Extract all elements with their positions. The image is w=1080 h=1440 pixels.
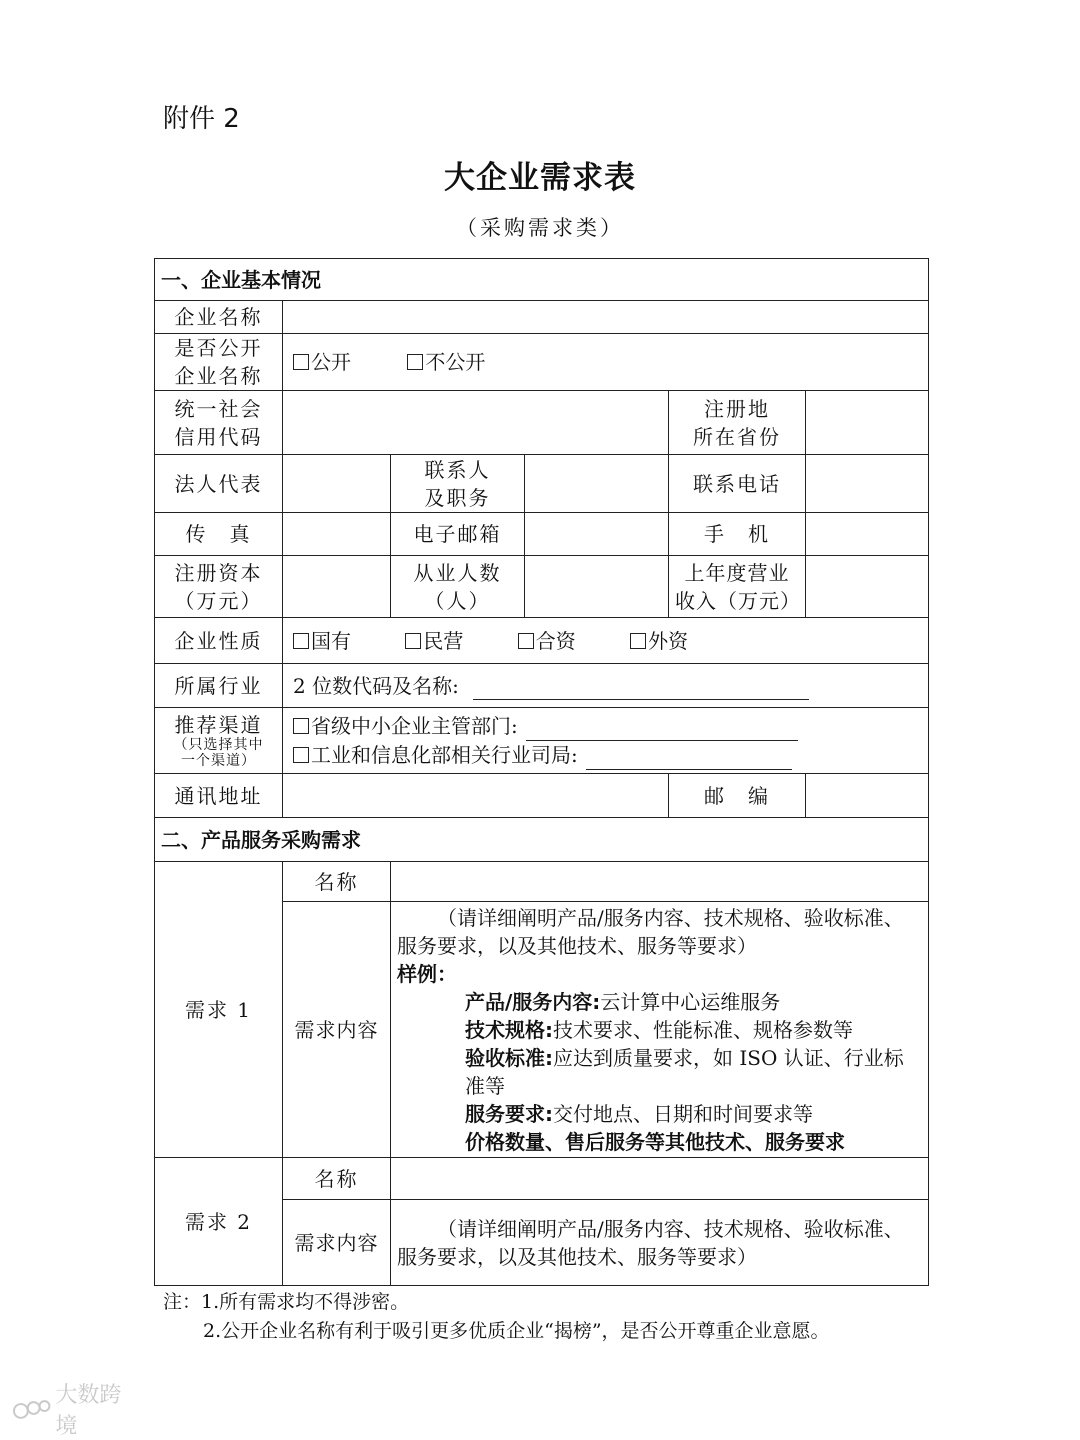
checkbox-icon[interactable] bbox=[630, 633, 646, 649]
nature-options bbox=[283, 618, 929, 664]
mobile-field[interactable] bbox=[806, 513, 929, 556]
channel-options bbox=[283, 708, 929, 774]
fax-label: 传 真 bbox=[155, 513, 283, 556]
checkbox-icon[interactable] bbox=[293, 354, 309, 370]
req2-name-field[interactable] bbox=[391, 1158, 929, 1200]
mobile-label: 手 机 bbox=[669, 513, 806, 556]
phone-label: 联系电话 bbox=[669, 455, 806, 513]
channel-option-province[interactable]: 省级中小企业主管部门: bbox=[293, 712, 922, 741]
revenue-field[interactable] bbox=[806, 556, 929, 618]
contact-label: 联系人 及职务 bbox=[391, 455, 525, 513]
publish-option-public[interactable]: 公开 bbox=[293, 348, 351, 376]
contact-field[interactable] bbox=[525, 455, 669, 513]
postcode-field[interactable] bbox=[806, 774, 929, 818]
req1-content bbox=[391, 902, 929, 1158]
sample-item: 产品/服务内容:云计算中心运维服务 bbox=[465, 989, 781, 1014]
revenue-label: 上年度营业 收入（万元） bbox=[669, 556, 806, 618]
req1-instruction: （请详细阐明产品/服务内容、技术规格、验收标准、服务要求，以及其他技术、服务等要求） bbox=[397, 905, 904, 958]
reg-province-field[interactable] bbox=[806, 391, 929, 455]
publish-option-private[interactable]: 不公开 bbox=[407, 348, 485, 376]
address-label: 通讯地址 bbox=[155, 774, 283, 818]
notes bbox=[163, 1288, 830, 1346]
checkbox-icon[interactable] bbox=[407, 354, 423, 370]
credit-code-field[interactable] bbox=[283, 391, 669, 455]
req1-label: 需求 1 bbox=[155, 862, 283, 1158]
publish-options bbox=[283, 334, 929, 391]
capital-label: 注册资本 （万元） bbox=[155, 556, 283, 618]
employees-field[interactable] bbox=[525, 556, 669, 618]
nature-option-state[interactable]: 国有 bbox=[293, 627, 351, 655]
req2-instruction: （请详细阐明产品/服务内容、技术规格、验收标准、服务要求，以及其他技术、服务等要求） bbox=[397, 1216, 904, 1269]
checkbox-icon[interactable] bbox=[405, 633, 421, 649]
credit-code-label: 统一社会 信用代码 bbox=[155, 391, 283, 455]
capital-field[interactable] bbox=[283, 556, 391, 618]
page-subtitle: （采购需求类） bbox=[456, 216, 624, 240]
req2-content bbox=[391, 1200, 929, 1286]
industry-label: 所属行业 bbox=[155, 664, 283, 708]
legal-rep-field[interactable] bbox=[283, 455, 391, 513]
checkbox-icon[interactable] bbox=[293, 718, 309, 734]
page-title: 大企业需求表 bbox=[444, 160, 636, 196]
company-name-field[interactable] bbox=[283, 301, 929, 334]
fax-field[interactable] bbox=[283, 513, 391, 556]
note-2: 2.公开企业名称有利于吸引更多优质企业“揭榜”，是否公开尊重企业意愿。 bbox=[203, 1320, 830, 1342]
requirement-form-table bbox=[154, 258, 929, 1286]
note-1: 注：1.所有需求均不得涉密。 bbox=[163, 1291, 410, 1313]
nature-option-private[interactable]: 民营 bbox=[405, 627, 463, 655]
company-name-label: 企业名称 bbox=[155, 301, 283, 334]
channel-ministry-blank[interactable] bbox=[586, 749, 792, 770]
req1-name-field[interactable] bbox=[391, 862, 929, 902]
watermark-text: 大数跨境 bbox=[55, 1383, 122, 1439]
watermark bbox=[12, 1383, 142, 1439]
req2-name-label: 名称 bbox=[283, 1158, 391, 1200]
sample-title: 样例： bbox=[397, 961, 457, 986]
sample-item: 服务要求:交付地点、日期和时间要求等 bbox=[465, 1101, 813, 1126]
nature-option-joint[interactable]: 合资 bbox=[518, 627, 576, 655]
channel-label: 推荐渠道 （只选择其中 一个渠道） bbox=[155, 708, 283, 774]
channel-province-blank[interactable] bbox=[526, 720, 798, 741]
industry-hint: 2 位数代码及名称: bbox=[293, 673, 459, 698]
watermark-logo-icon bbox=[12, 1397, 51, 1421]
nature-option-foreign[interactable]: 外资 bbox=[630, 627, 688, 655]
req1-content-label: 需求内容 bbox=[283, 902, 391, 1158]
legal-rep-label: 法人代表 bbox=[155, 455, 283, 513]
sample-item: 验收标准:应达到质量要求，如 ISO 认证、行业标准等 bbox=[465, 1045, 904, 1098]
email-field[interactable] bbox=[525, 513, 669, 556]
channel-option-ministry[interactable]: 工业和信息化部相关行业司局: bbox=[293, 741, 922, 770]
checkbox-icon[interactable] bbox=[518, 633, 534, 649]
sample-last-line: 价格数量、售后服务等其他技术、服务要求 bbox=[465, 1129, 845, 1154]
reg-province-label: 注册地 所在省份 bbox=[669, 391, 806, 455]
attachment-label: 附件 2 bbox=[163, 104, 240, 134]
publish-name-label: 是否公开 企业名称 bbox=[155, 334, 283, 391]
section-heading-procurement: 二、产品服务采购需求 bbox=[155, 818, 929, 862]
req2-label: 需求 2 bbox=[155, 1158, 283, 1286]
employees-label: 从业人数 （人） bbox=[391, 556, 525, 618]
req2-content-label: 需求内容 bbox=[283, 1200, 391, 1286]
checkbox-icon[interactable] bbox=[293, 747, 309, 763]
nature-label: 企业性质 bbox=[155, 618, 283, 664]
industry-blank[interactable] bbox=[473, 679, 809, 700]
sample-item: 技术规格:技术要求、性能标准、规格参数等 bbox=[465, 1017, 853, 1042]
industry-row bbox=[283, 664, 929, 708]
req1-name-label: 名称 bbox=[283, 862, 391, 902]
email-label: 电子邮箱 bbox=[391, 513, 525, 556]
postcode-label: 邮 编 bbox=[669, 774, 806, 818]
section-heading-basic-info: 一、企业基本情况 bbox=[155, 259, 929, 301]
checkbox-icon[interactable] bbox=[293, 633, 309, 649]
phone-field[interactable] bbox=[806, 455, 929, 513]
address-field[interactable] bbox=[283, 774, 669, 818]
